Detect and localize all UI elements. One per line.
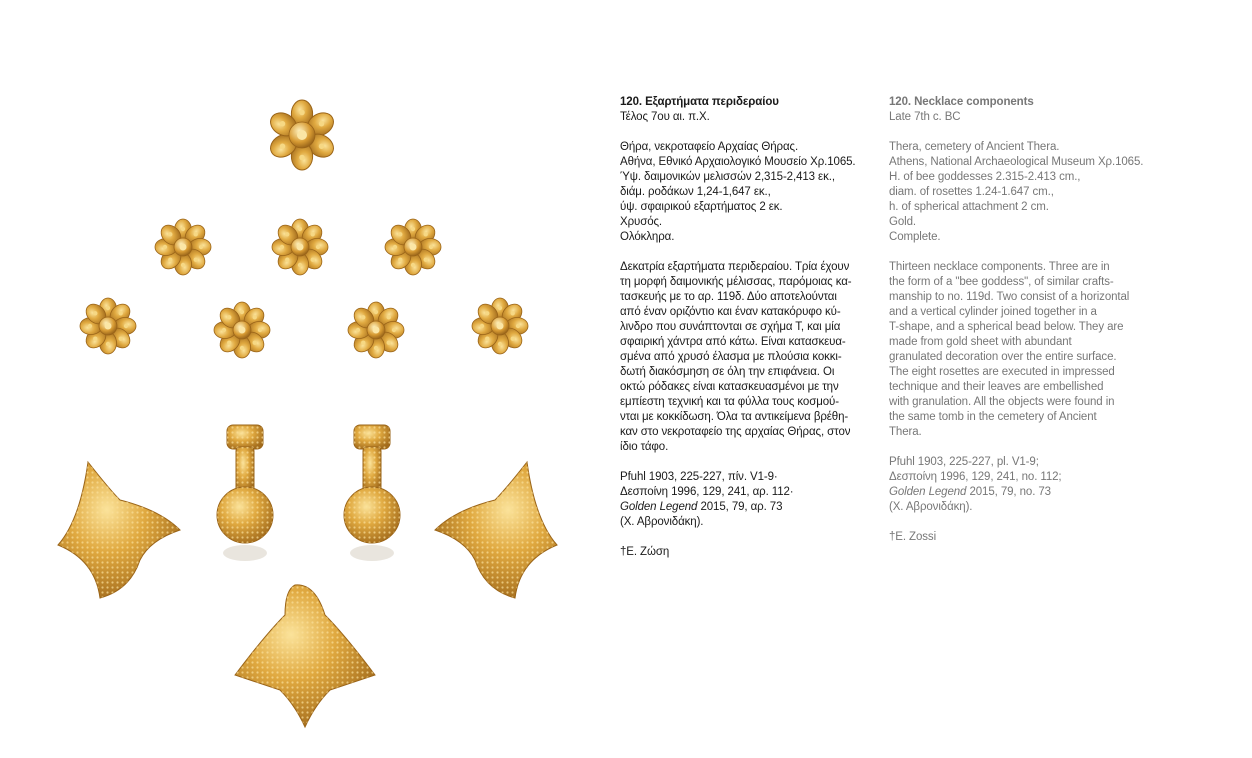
necklace-components-photo <box>0 0 610 758</box>
greek-title: 120. Εξαρτήματα περιδεραίου <box>620 96 779 108</box>
greek-bibliography-4: (Χ. Αβρονιδάκη). <box>620 516 704 528</box>
rosette <box>80 298 136 354</box>
english-description: Thirteen necklace components. Three are in the form of a "bee goddess", of similar crafts- manship to no. 119d. Two consist of a horizontal and a vertical cylinder joined together in a T-shape, and a spherical bead below. They are made from gold sheet with abundant granulated decoration over the entire surface. The eight rosettes are executed in impressed technique and their leaves are embellished with granulation. All the objects were found in the same tomb in the cemetery of Ancient Thera. <box>889 261 1130 438</box>
greek-bib-rest: 2015, 79, αρ. 73 <box>697 501 783 513</box>
english-title: 120. Necklace components <box>889 96 1034 108</box>
english-details: Thera, cemetery of Ancient Thera. Athens, National Archaeological Museum Xρ.1065. H. of bee goddesses 2.315-2.413 cm., diam. of rosettes 1.24-1.647 cm., h. of spherical attachment 2 cm. Gold. Complete. <box>889 141 1144 243</box>
english-bib-italic: Golden Legend <box>889 486 967 498</box>
greek-bibliography-3 <box>620 500 882 515</box>
english-date: Late 7th c. BC <box>889 111 961 123</box>
rosette <box>472 298 528 354</box>
greek-author: †Ε. Ζώση <box>620 546 670 558</box>
greek-bib-italic: Golden Legend <box>620 501 698 513</box>
english-bibliography-4: (Χ. Αβρονιδάκη). <box>889 501 973 513</box>
greek-caption <box>620 95 882 560</box>
english-bibliography-1: Pfuhl 1903, 225-227, pl. V1-9; <box>889 456 1039 468</box>
greek-date: Τέλος 7ου αι. π.Χ. <box>620 111 710 123</box>
rosette <box>155 219 211 275</box>
greek-bibliography-1: Pfuhl 1903, 225-227, πίν. V1-9· <box>620 471 778 483</box>
rosette <box>348 302 404 358</box>
english-bib-rest: 2015, 79, no. 73 <box>966 486 1051 498</box>
greek-description: Δεκατρία εξαρτήματα περιδεραίου. Τρία έχουν τη μορφή δαιμονικής μέλισσας, παρόμοιας κα- τασκευής με το αρ. 119δ. Δύο αποτελούνται από έναν οριζόντιο και έναν κατακόρυφο κύ- λινδρο που συνάπτονται σε σχήμα Τ, και μία σφαιρική χάντρα από κάτω. Είναι κατασκευα- σμένα από χρυσό έλασμα με πλούσια κοκκι- δωτή διακόσμηση σε όλη την επιφάνεια. Οι οκτώ ρόδακες είναι κατασκευασμένοι με την εμπίεστη τεχνική και τα φύλλα τους κοσμού- νται με κοκκίδωση. Όλα τα αντικείμενα βρέθη- καν στο νεκροταφείο της αρχαίας Θήρας, στον ίδιο τάφο. <box>620 261 852 453</box>
english-bibliography-3 <box>889 485 1153 500</box>
greek-bibliography-2: Δεσποίνη 1996, 129, 241, αρ. 112· <box>620 486 794 498</box>
rosette <box>214 302 270 358</box>
english-bibliography-2: Δεσποίνη 1996, 129, 241, no. 112; <box>889 471 1062 483</box>
greek-details: Θήρα, νεκροταφείο Αρχαίας Θήρας. Αθήνα, Εθνικό Αρχαιολογικό Μουσείο Χρ.1065. Ύψ. δαιμονικών μελισσών 2,315-2,413 εκ., διάμ. ροδάκων 1,24-1,647 εκ., ύψ. σφαιρικού εξαρτήματος 2 εκ. Χρυσός. Ολόκληρα. <box>620 141 856 243</box>
rosette <box>385 219 441 275</box>
rosette <box>272 219 328 275</box>
english-caption <box>889 95 1153 545</box>
english-author: †E. Zossi <box>889 531 937 543</box>
